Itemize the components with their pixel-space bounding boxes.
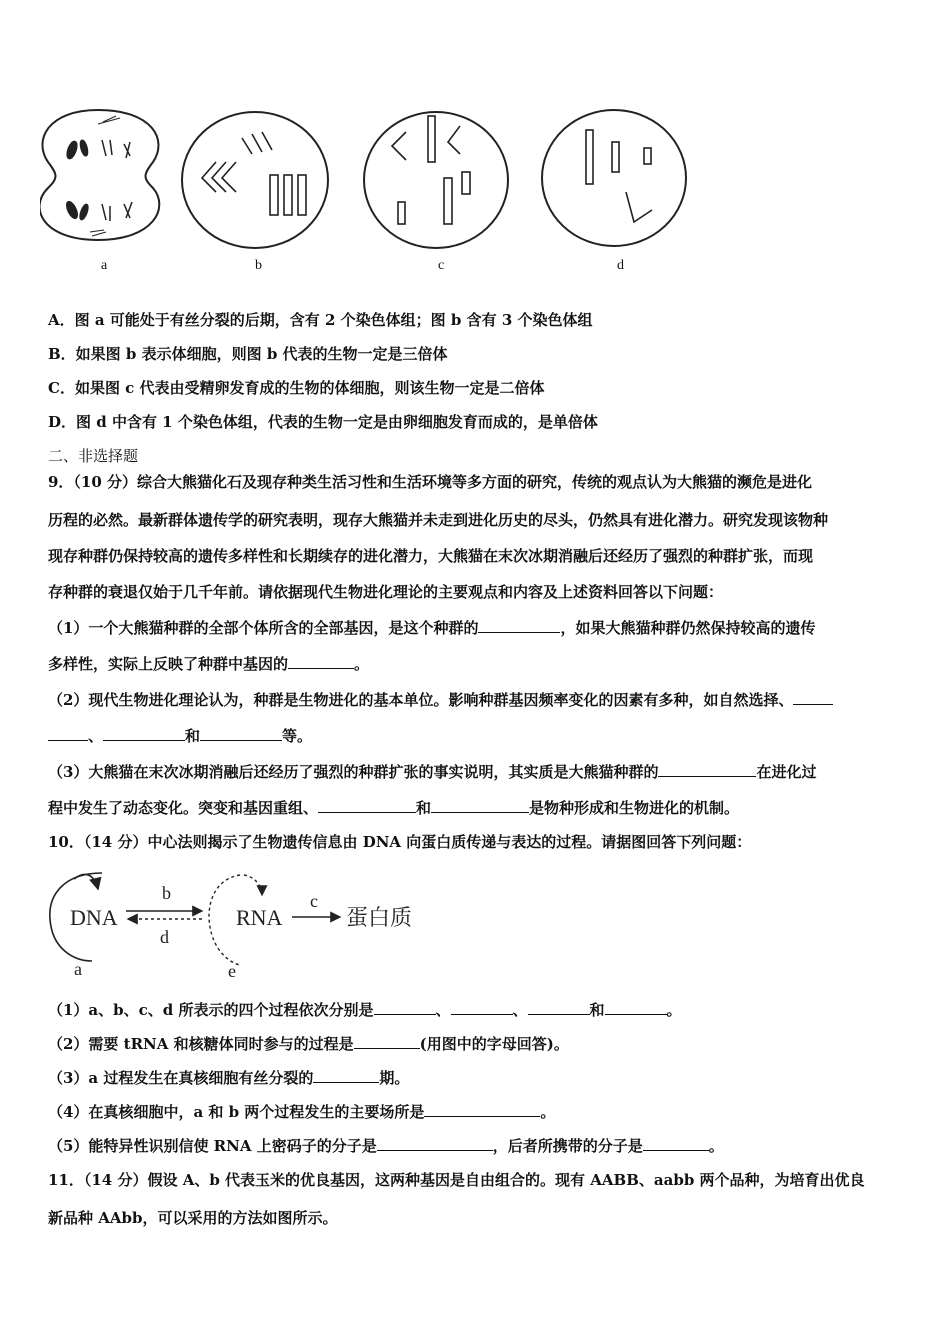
central-dogma-diagram	[44, 865, 464, 985]
diagram-dna: DNA	[70, 905, 118, 930]
chromosome-figure	[40, 100, 700, 260]
diagram-label-c: c	[310, 891, 318, 911]
q10-blank-4[interactable]	[605, 1000, 667, 1015]
q10-p1a: （1）a、b、c、d 所表示的四个过程依次分别是	[48, 1001, 374, 1019]
q10-p2b: (用图中的字母回答)。	[419, 1035, 569, 1053]
q10-part2	[48, 1034, 569, 1054]
cell-a	[40, 110, 159, 240]
q10-p3b: 期。	[379, 1069, 410, 1087]
diagram-rna: RNA	[236, 905, 283, 930]
cell-c	[364, 112, 508, 248]
q10-p4a: （4）在真核细胞中，a 和 b 两个过程发生的主要场所是	[48, 1103, 425, 1121]
q9-intro-1: 9．（10 分）综合大熊猫化石及现存种类生活习性和生活环境等多方面的研究，传统的观点认为大熊猫的濒危是进化	[48, 473, 813, 491]
q10-p4b: 。	[540, 1103, 556, 1121]
q9-p3e: 是物种形成和生物进化的机制。	[529, 799, 740, 817]
q9-blank-2[interactable]	[288, 654, 354, 669]
q10-end: 。	[666, 1001, 682, 1019]
option-a: A．图 a 可能处于有丝分裂的后期，含有 2 个染色体组；图 b 含有 3 个染色体组	[48, 311, 593, 329]
q9-part2-line1	[48, 690, 833, 710]
q10-p5c: 。	[708, 1137, 724, 1155]
q9-part1-line2	[48, 654, 369, 674]
q10-p5b: ，后者所携带的分子是	[492, 1137, 643, 1155]
option-c: C．如果图 c 代表由受精卵发育成的生物的体细胞，则该生物一定是二倍体	[48, 379, 545, 397]
q11-line1: 11．（14 分）假设 A、b 代表玉米的优良基因，这两种基因是自由组合的。现有 AABB、aabb 两个品种，为培育出优良	[48, 1171, 865, 1189]
q9-p1a: （1）一个大熊猫种群的全部个体所含的全部基因，是这个种群的	[48, 619, 479, 637]
q10-part5	[48, 1136, 724, 1156]
q9-blank-4[interactable]	[103, 726, 185, 741]
option-d: D．图 d 中含有 1 个染色体组，代表的生物一定是由卵细胞发育而成的，是单倍体	[48, 413, 598, 431]
label-a: a	[101, 258, 108, 273]
q9-p1b: ，如果大熊猫种群仍然保持较高的遗传	[560, 619, 816, 637]
q10-sep-2: 、	[512, 1001, 528, 1019]
q9-p2c: 和	[185, 727, 201, 745]
q9-p3a: （3）大熊猫在末次冰期消融后还经历了强烈的种群扩张的事实说明，其实质是大熊猫种群的	[48, 763, 659, 781]
cell-d	[542, 110, 686, 246]
q9-blank-5[interactable]	[200, 726, 282, 741]
q10-part3	[48, 1068, 409, 1088]
q10-blank-6[interactable]	[313, 1068, 379, 1083]
q9-p3d: 和	[416, 799, 432, 817]
section-title: 二、非选择题	[48, 447, 139, 465]
q10-part4	[48, 1102, 555, 1122]
q10-p3a: （3）a 过程发生在真核细胞有丝分裂的	[48, 1069, 314, 1087]
q10-blank-9[interactable]	[643, 1136, 709, 1151]
q9-intro-2: 历程的必然。最新群体遗传学的研究表明，现存大熊猫并未走到进化历史的尽头，仍然具有进化潜力。研究发现该物种	[48, 511, 829, 529]
q10-part1	[48, 1000, 682, 1020]
q10-blank-8[interactable]	[377, 1136, 493, 1151]
q10-blank-3[interactable]	[528, 1000, 590, 1015]
diagram-label-a: a	[74, 959, 82, 979]
q9-part3-line1	[48, 762, 816, 782]
q9-blank-3b[interactable]	[48, 726, 88, 741]
diagram-label-e: e	[228, 961, 236, 981]
label-c: c	[438, 258, 445, 273]
diagram-label-b: b	[162, 883, 171, 903]
q10-blank-7[interactable]	[424, 1102, 540, 1117]
q9-p3b: 在进化过	[756, 763, 817, 781]
q10-p5a: （5）能特异性识别信使 RNA 上密码子的分子是	[48, 1137, 377, 1155]
diagram-protein: 蛋白质	[346, 906, 413, 931]
label-b: b	[255, 258, 262, 273]
q9-blank-3a[interactable]	[793, 690, 833, 705]
q9-p1c: 多样性，实际上反映了种群中基因的	[48, 655, 289, 673]
q10-blank-2[interactable]	[451, 1000, 513, 1015]
q9-p2d: 等。	[282, 727, 313, 745]
option-b: B．如果图 b 表示体细胞，则图 b 代表的生物一定是三倍体	[48, 345, 448, 363]
q10-intro: 10．（14 分）中心法则揭示了生物遗传信息由 DNA 向蛋白质传递与表达的过程。请据图回答下列问题：	[48, 833, 752, 851]
q9-p1d: 。	[354, 655, 370, 673]
q9-blank-7[interactable]	[318, 798, 416, 813]
q9-intro-3: 现存种群仍保持较高的遗传多样性和长期续存的进化潜力，大熊猫在末次冰期消融后还经历了强烈的种群扩张，而现	[48, 547, 814, 565]
q10-sep-1: 、	[435, 1001, 451, 1019]
cell-b	[182, 112, 328, 248]
q9-p3c: 程中发生了动态变化。突变和基因重组、	[48, 799, 319, 817]
q10-blank-5[interactable]	[354, 1034, 420, 1049]
q11-line2: 新品种 AAbb，可以采用的方法如图所示。	[48, 1209, 338, 1227]
q9-p2a: （2）现代生物进化理论认为，种群是生物进化的基本单位。影响种群基因频率变化的因素有多种，如自然选择、	[48, 691, 794, 709]
q9-blank-1[interactable]	[478, 618, 560, 633]
q10-p2a: （2）需要 tRNA 和核糖体同时参与的过程是	[48, 1035, 354, 1053]
q10-blank-1[interactable]	[374, 1000, 436, 1015]
label-d: d	[617, 258, 624, 273]
q9-part3-line2	[48, 798, 739, 818]
diagram-label-d: d	[160, 927, 169, 947]
q9-p2b: 、	[88, 727, 104, 745]
q9-intro-4: 存种群的衰退仅始于几千年前。请依据现代生物进化理论的主要观点和内容及上述资料回答以下问题：	[48, 583, 724, 601]
q9-part1-line1	[48, 618, 815, 638]
q9-blank-6[interactable]	[658, 762, 756, 777]
q9-blank-8[interactable]	[431, 798, 529, 813]
q9-part2-line2	[48, 726, 312, 746]
q10-and: 和	[589, 1001, 605, 1019]
